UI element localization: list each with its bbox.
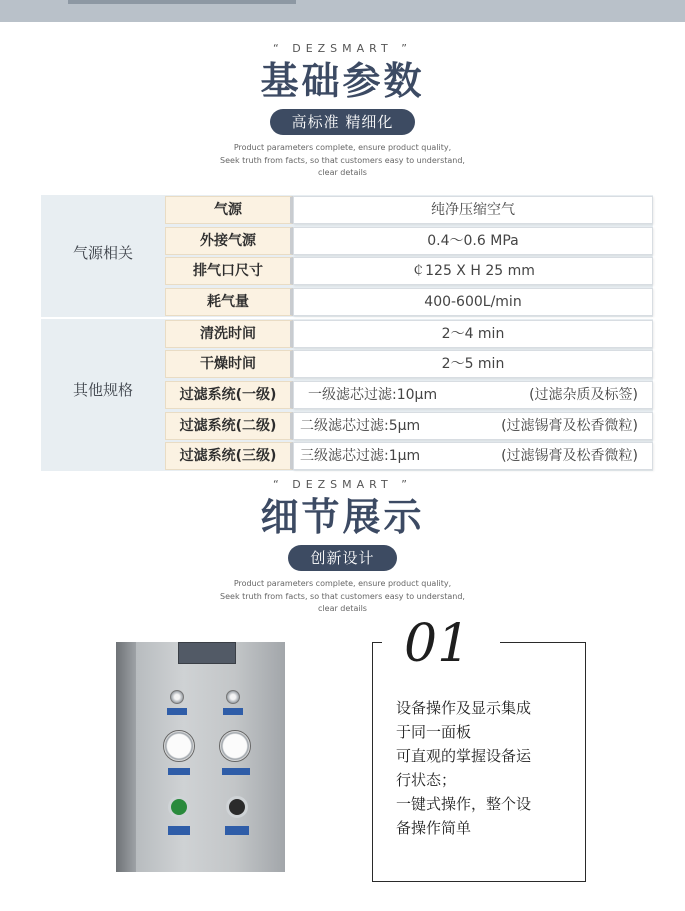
params-table [41, 195, 653, 471]
control-panel-photo [116, 642, 285, 872]
param-value: 0.4～0.6 MPa [293, 227, 653, 255]
param-value: 纯净压缩空气 [293, 196, 653, 224]
cabinet-door-edge [116, 642, 136, 872]
panel-label-tag [223, 708, 243, 715]
top-banner-accent [68, 0, 296, 4]
param-name: 外接气源 [165, 227, 293, 255]
param-value: 2～4 min [293, 320, 653, 348]
table-row [165, 195, 653, 225]
group-air-source [41, 195, 653, 317]
param-value: 一级滤芯过滤:10μm (过滤杂质及标签) [293, 381, 653, 409]
params-title: 基础参数 [260, 58, 425, 103]
param-value: ￠125 X H 25 mm [293, 257, 653, 285]
param-value: 400-600L/min [293, 288, 653, 316]
panel-label-tag [167, 708, 187, 715]
pressure-gauge-left [163, 730, 195, 762]
param-name: 过滤系统(二级) [165, 412, 293, 440]
param-name: 耗气量 [165, 288, 293, 316]
stop-button-black [226, 796, 248, 818]
params-subtitle-pill: 高标准 精细化 [270, 109, 416, 135]
param-value: 三级滤芯过滤:1μm (过滤锡膏及松香微粒) [293, 442, 653, 470]
table-row [165, 319, 653, 349]
details-subtitle-pill: 创新设计 [288, 545, 396, 571]
details-title: 细节展示 [260, 494, 425, 539]
detail-number: 01 [404, 614, 471, 674]
brand-tagline: “ DEZSMART ” [273, 478, 412, 491]
param-name: 过滤系统(三级) [165, 442, 293, 470]
param-name: 过滤系统(一级) [165, 381, 293, 409]
param-note: (过滤杂质及标签) [529, 386, 638, 403]
top-banner-strip [0, 0, 685, 22]
group-other-specs [41, 319, 653, 471]
param-name: 干燥时间 [165, 350, 293, 378]
pressure-gauge-right [219, 730, 251, 762]
params-description: Product parameters complete, ensure product quality, Seek truth from facts, so that customers easy to understand, clear details [220, 143, 465, 177]
param-name: 气源 [165, 196, 293, 224]
panel-label-tag [168, 826, 190, 835]
panel-label-tag [225, 826, 249, 835]
table-row [165, 349, 653, 379]
param-note: (过滤锡膏及松香微粒) [501, 448, 638, 465]
detail-description: 设备操作及显示集成 于同一面板 可直观的掌握设备运 行状态； 一键式操作，整个设 备操作简单 [396, 699, 532, 837]
display-box [178, 642, 236, 664]
details-section-header [0, 478, 685, 616]
table-row [165, 441, 653, 471]
param-note: (过滤锡膏及松香微粒) [501, 417, 638, 434]
group-label: 其他规格 [72, 380, 133, 399]
param-value: 2～5 min [293, 350, 653, 378]
param-value: 二级滤芯过滤:5μm (过滤锡膏及松香微粒) [293, 412, 653, 440]
details-description: Product parameters complete, ensure product quality, Seek truth from facts, so that customers easy to understand, clear details [220, 579, 465, 613]
table-row [165, 287, 653, 317]
panel-label-tag [168, 768, 190, 775]
valve-knob-right [226, 690, 240, 704]
valve-knob-left [170, 690, 184, 704]
table-row [165, 226, 653, 256]
param-name: 排气口尺寸 [165, 257, 293, 285]
param-name: 清洗时间 [165, 320, 293, 348]
start-button-green [168, 796, 190, 818]
panel-label-tag [222, 768, 250, 775]
table-row [165, 380, 653, 410]
table-row [165, 256, 653, 286]
brand-tagline: “ DEZSMART ” [273, 42, 412, 55]
table-row [165, 411, 653, 441]
params-section-header [0, 42, 685, 180]
group-label: 气源相关 [72, 244, 133, 262]
